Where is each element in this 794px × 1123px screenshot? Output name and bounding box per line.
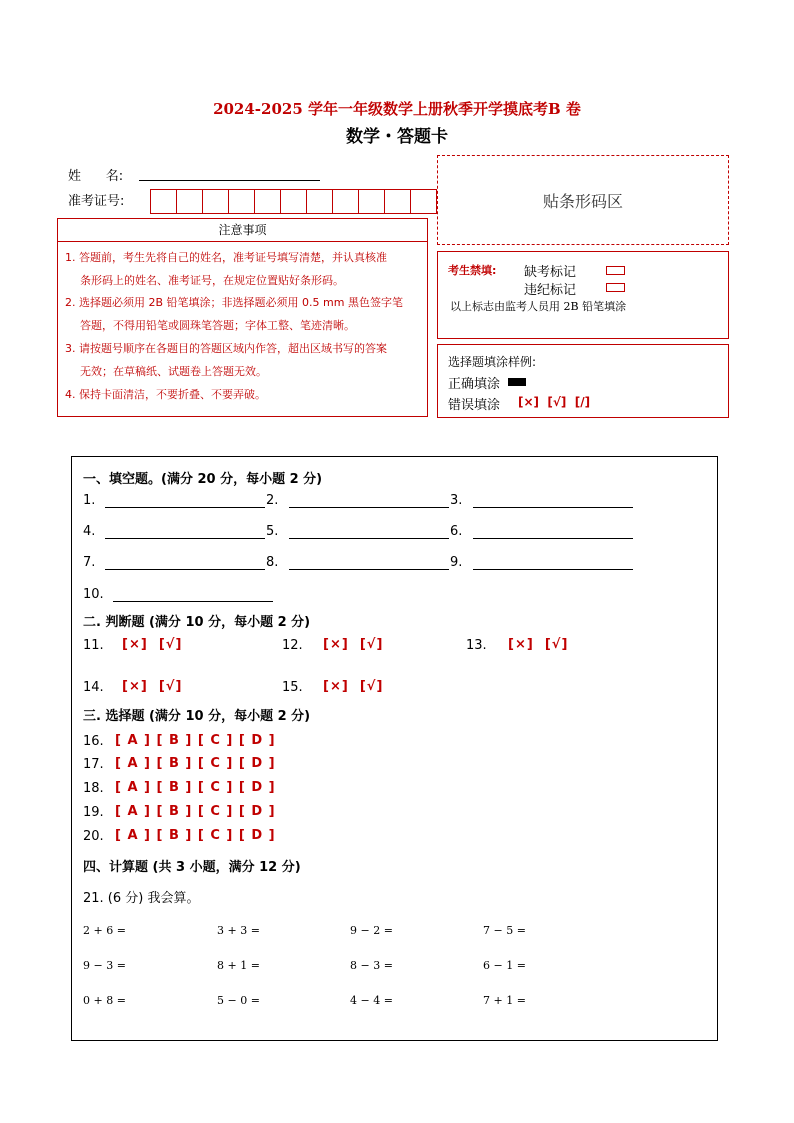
id-digit-box[interactable] <box>228 189 255 214</box>
notice-line: 条形码上的姓名、准考证号，在规定位置贴好条形码。 <box>80 274 344 287</box>
calc-item: 3 + 3 = <box>217 924 260 937</box>
page-title: 2024-2025 学年一年级数学上册秋季开学摸底考B 卷 <box>213 100 581 118</box>
choice-options[interactable]: [ A ] [ B ] [ C ] [ D ] <box>115 733 276 748</box>
notice-line: 2. 选择题必须用 2B 铅笔填涂；非选择题必须用 0.5 mm 黑色签字笔 <box>65 296 403 309</box>
question-number: 8. <box>266 555 279 570</box>
calc-item: 9 − 3 = <box>83 959 126 972</box>
forbid-label: 考生禁填: <box>448 264 497 277</box>
question-number: 9. <box>450 555 463 570</box>
question-number: 15. <box>282 680 303 695</box>
fill-sample-panel <box>437 344 729 418</box>
answer-blank[interactable] <box>289 493 449 508</box>
notice-line: 3. 请按题号顺序在各题目的答题区域内作答，超出区域书写的答案 <box>65 342 387 355</box>
calc-item: 7 + 1 = <box>483 994 526 1007</box>
calc-item: 7 − 5 = <box>483 924 526 937</box>
sample-title: 选择题填涂样例: <box>448 355 537 369</box>
question-number: 4. <box>83 524 96 539</box>
id-digit-box[interactable] <box>384 189 411 214</box>
page-subtitle: 数学・答题卡 <box>346 127 448 147</box>
name-field[interactable] <box>139 166 320 181</box>
question-number: 1. <box>83 493 96 508</box>
section-fill-title: 一、填空题。(满分 20 分，每小题 2 分) <box>83 472 323 487</box>
judge-options[interactable]: [×] [√] <box>122 679 183 694</box>
id-digit-box[interactable] <box>254 189 281 214</box>
forbid-note: 以上标志由监考人员用 2B 铅笔填涂 <box>450 300 627 313</box>
question-number: 16. <box>83 734 104 749</box>
section-calc-title: 四、计算题 (共 3 小题，满分 12 分) <box>83 860 301 875</box>
section-judge-title: 二. 判断题 (满分 10 分，每小题 2 分) <box>83 615 311 630</box>
calc-item: 9 − 2 = <box>350 924 393 937</box>
notice-line: 无效；在草稿纸、试题卷上答题无效。 <box>80 365 267 378</box>
id-digit-box[interactable] <box>332 189 359 214</box>
section-choice-title: 三. 选择题 (满分 10 分，每小题 2 分) <box>83 709 311 724</box>
notice-line: 4. 保持卡面清洁，不要折叠、不要弄破。 <box>65 388 266 401</box>
question-number: 11. <box>83 638 104 653</box>
id-digit-box[interactable] <box>410 189 437 214</box>
question-number: 14. <box>83 680 104 695</box>
question-number: 19. <box>83 805 104 820</box>
id-number-boxes[interactable] <box>151 189 437 214</box>
id-digit-box[interactable] <box>358 189 385 214</box>
answer-blank[interactable] <box>105 524 265 539</box>
absent-mark-box[interactable] <box>606 266 625 275</box>
answer-blank[interactable] <box>473 524 633 539</box>
barcode-label: 贴条形码区 <box>542 192 623 211</box>
id-digit-box[interactable] <box>280 189 307 214</box>
question-number: 17. <box>83 757 104 772</box>
absent-label: 缺考标记 <box>524 265 577 280</box>
question-number: 2. <box>266 493 279 508</box>
id-digit-box[interactable] <box>150 189 177 214</box>
question-number: 10. <box>83 587 104 602</box>
choice-options[interactable]: [ A ] [ B ] [ C ] [ D ] <box>115 756 276 771</box>
id-label: 准考证号: <box>68 194 125 209</box>
question-number: 12. <box>282 638 303 653</box>
calc-item: 6 − 1 = <box>483 959 526 972</box>
notice-title: 注意事项 <box>57 218 428 242</box>
correct-fill-label: 正确填涂 <box>448 377 501 392</box>
calc-item: 0 + 8 = <box>83 994 126 1007</box>
choice-options[interactable]: [ A ] [ B ] [ C ] [ D ] <box>115 804 276 819</box>
question-number: 5. <box>266 524 279 539</box>
name-label: 姓 名: <box>68 169 124 184</box>
judge-options[interactable]: [×] [√] <box>122 637 183 652</box>
notice-body <box>57 241 428 417</box>
calc-item: 8 − 3 = <box>350 959 393 972</box>
calc-question: 21. (6 分) 我会算。 <box>83 891 200 906</box>
question-number: 6. <box>450 524 463 539</box>
answer-blank[interactable] <box>113 587 273 602</box>
calc-item: 5 − 0 = <box>217 994 260 1007</box>
judge-options[interactable]: [×] [√] <box>508 637 569 652</box>
calc-item: 8 + 1 = <box>217 959 260 972</box>
violation-label: 违纪标记 <box>524 283 577 298</box>
answer-blank[interactable] <box>473 493 633 508</box>
answer-blank[interactable] <box>473 555 633 570</box>
question-number: 7. <box>83 555 96 570</box>
answer-blank[interactable] <box>105 493 265 508</box>
judge-options[interactable]: [×] [√] <box>323 637 384 652</box>
answer-blank[interactable] <box>289 555 449 570</box>
notice-line: 答题，不得用铅笔或圆珠笔答题；字体工整、笔迹清晰。 <box>80 319 355 332</box>
answer-blank[interactable] <box>289 524 449 539</box>
id-digit-box[interactable] <box>202 189 229 214</box>
question-number: 18. <box>83 781 104 796</box>
id-digit-box[interactable] <box>176 189 203 214</box>
barcode-area <box>437 155 729 245</box>
judge-options[interactable]: [×] [√] <box>323 679 384 694</box>
calc-item: 4 − 4 = <box>350 994 393 1007</box>
wrong-fill-marks: [×] [√] [/] <box>518 395 591 409</box>
question-number: 20. <box>83 829 104 844</box>
question-number: 13. <box>466 638 487 653</box>
choice-options[interactable]: [ A ] [ B ] [ C ] [ D ] <box>115 780 276 795</box>
answer-area <box>71 456 718 1041</box>
notice-line: 1. 答题前，考生先将自己的姓名，准考证号填写清楚，并认真核准 <box>65 251 387 264</box>
wrong-fill-label: 错误填涂 <box>448 398 501 413</box>
correct-fill-mark <box>508 378 526 386</box>
calc-item: 2 + 6 = <box>83 924 126 937</box>
answer-blank[interactable] <box>105 555 265 570</box>
examinee-forbidden-panel <box>437 251 729 339</box>
question-number: 3. <box>450 493 463 508</box>
choice-options[interactable]: [ A ] [ B ] [ C ] [ D ] <box>115 828 276 843</box>
id-digit-box[interactable] <box>306 189 333 214</box>
violation-mark-box[interactable] <box>606 283 625 292</box>
